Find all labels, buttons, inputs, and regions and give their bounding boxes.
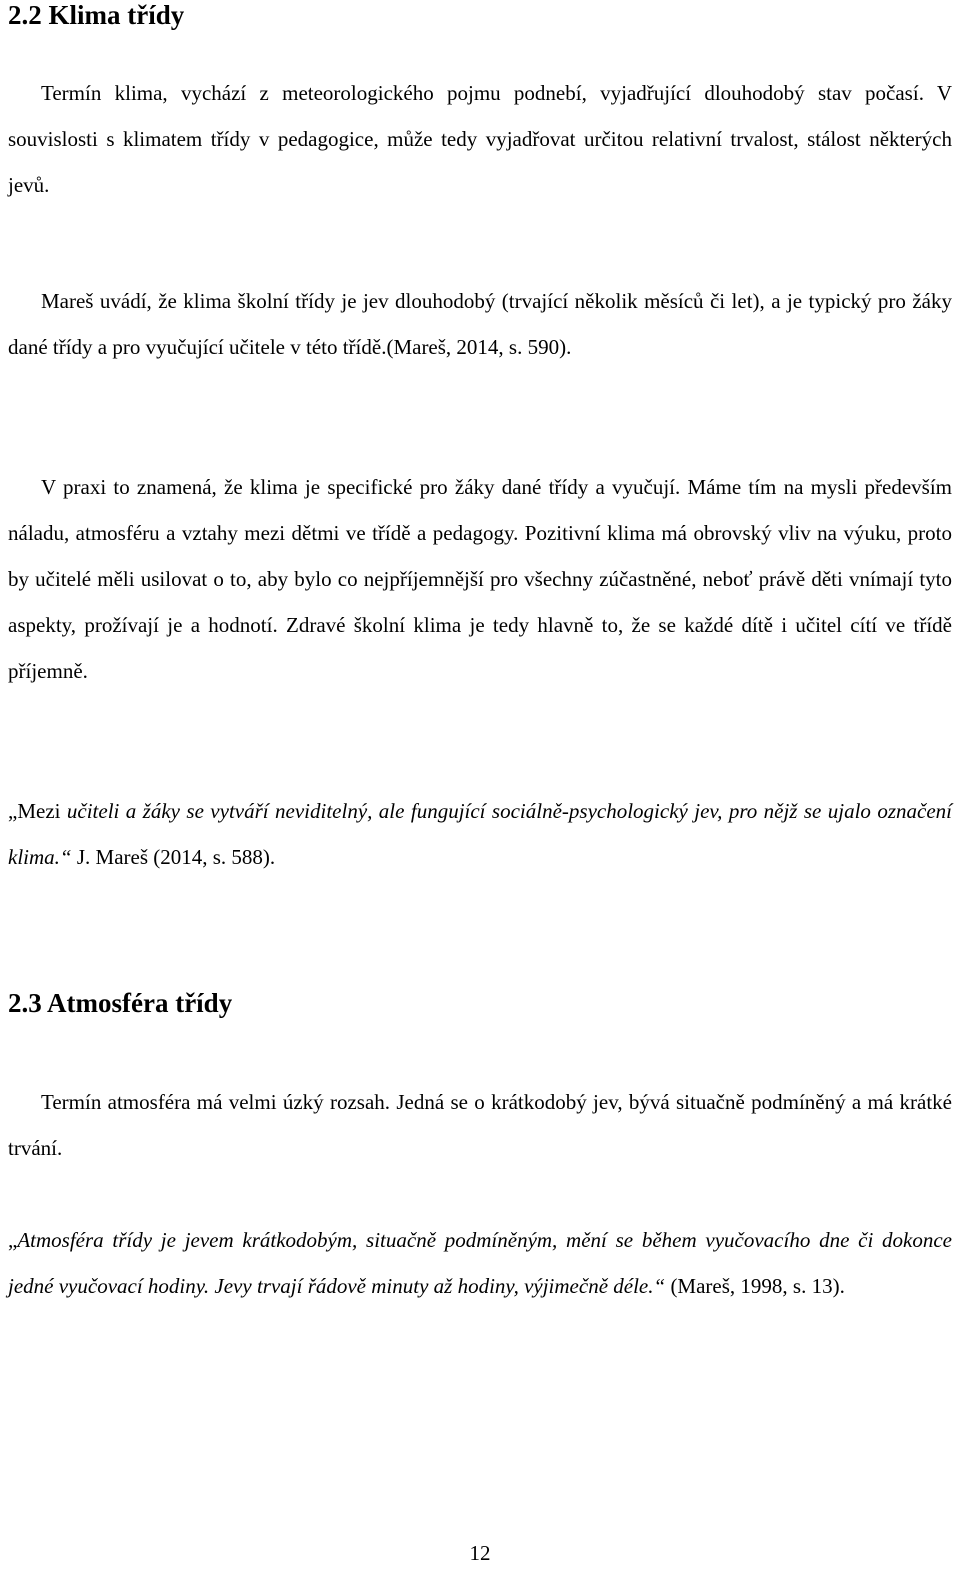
quote-atmosfera-open: „ xyxy=(8,1228,18,1252)
section-heading-2-3: 2.3 Atmosféra třídy xyxy=(8,988,233,1018)
quote-atmosfera-text: Atmosféra třídy je jevem krátkodobým, situačně podmíněným, mění se během vyučovacího dne či dokonce jedné vyučovací hodiny. Jevy trvají řádově minuty až hodiny, výjimečně déle.“ xyxy=(8,1228,952,1298)
paragraph-atmosfera-definition: Termín atmosféra má velmi úzký rozsah. Jedná se o krátkodobý jev, bývá situačně podmíněný a má krátké trvání. xyxy=(8,1090,952,1160)
quote-klima xyxy=(8,788,952,880)
quote-klima-citation: J. Mareš (2014, s. 588). xyxy=(71,845,276,869)
section-heading-2-2: 2.2 Klima třídy xyxy=(8,0,185,30)
quote-atmosfera xyxy=(8,1217,952,1309)
quote-klima-text: učiteli a žáky se vytváří neviditelný, ale fungující sociálně-psychologický jev, pro nějž se ujalo označení klima.“ xyxy=(8,799,952,869)
quote-atmosfera-citation: (Mareš, 1998, s. 13). xyxy=(665,1274,845,1298)
quote-klima-open: „Mezi xyxy=(8,799,67,823)
paragraph-mares-klima: Mareš uvádí, že klima školní třídy je jev dlouhodobý (trvající několik měsíců či let), a je typický pro žáky dané třídy a pro vyučující učitele v této třídě.(Mareš, 2014, s. 590). xyxy=(8,289,952,359)
page-number: 12 xyxy=(469,1541,491,1565)
paragraph-klima-praxe: V praxi to znamená, že klima je specifické pro žáky dané třídy a vyučují. Máme tím na mysli především náladu, atmosféru a vztahy mezi dětmi ve třídě a pedagogy. Pozitivní klima má obrovský vliv na výuku, proto by učitelé měli usilovat o to, aby bylo co nejpříjemnější pro všechny zúčastněné, neboť právě děti vnímají tyto aspekty, prožívají je a hodnotí. Zdravé školní klima je tedy hlavně to, že se každé dítě i učitel cítí ve třídě příjemně. xyxy=(8,475,952,683)
paragraph-klima-definition: Termín klima, vychází z meteorologického pojmu podnebí, vyjadřující dlouhodobý stav počasí. V souvislosti s klimatem třídy v pedagogice, může tedy vyjadřovat určitou relativní trvalost, stálost některých jevů. xyxy=(8,81,952,197)
